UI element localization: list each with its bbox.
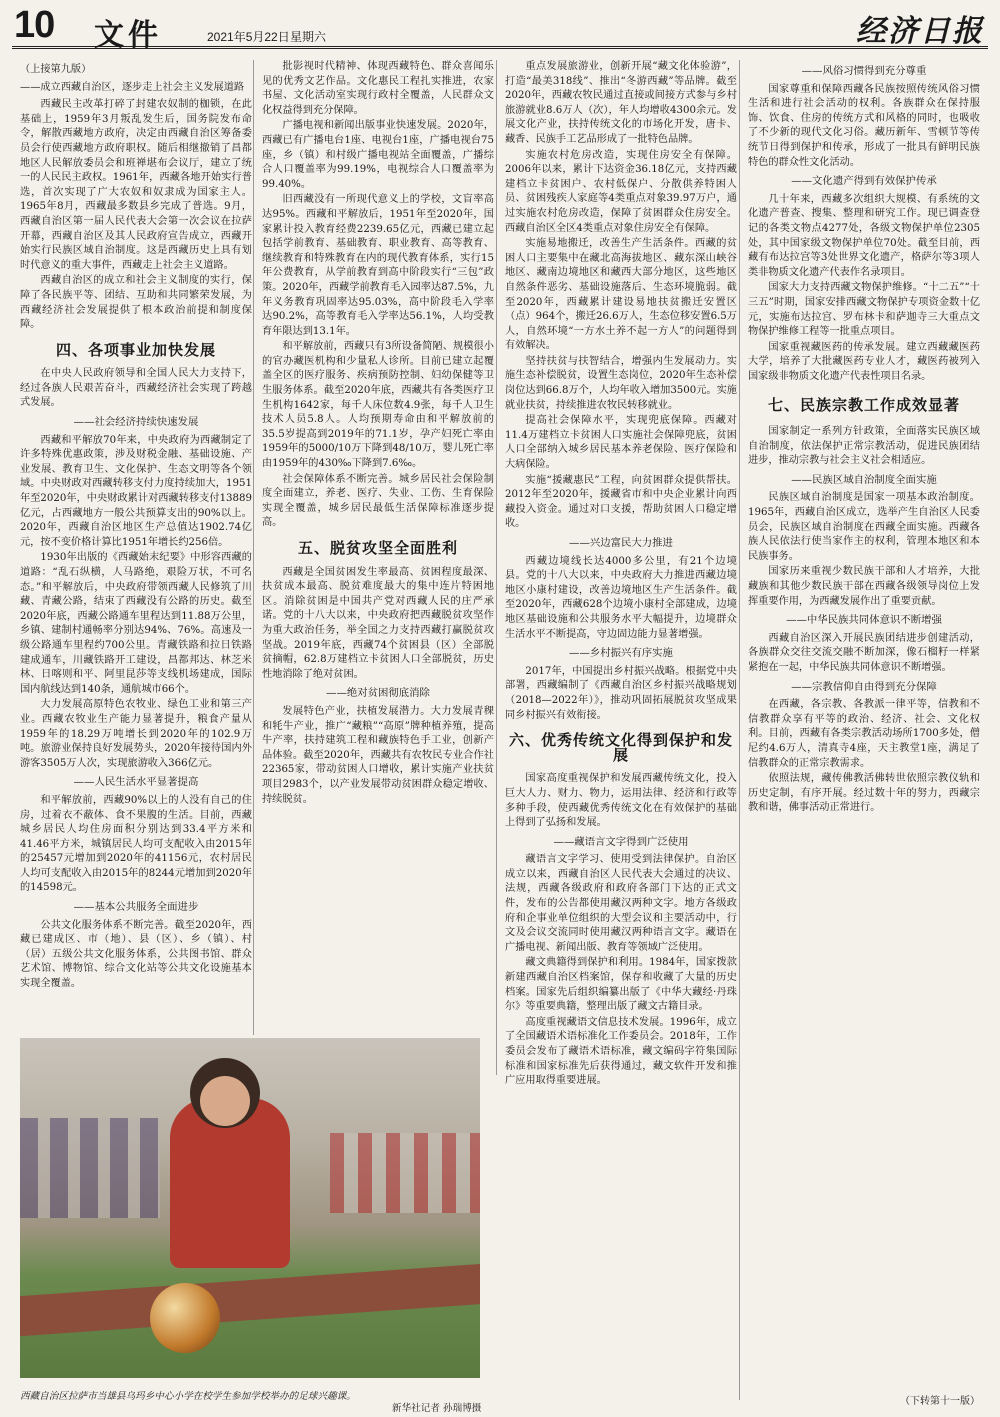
- paragraph: 实施“援藏惠民”工程，向贫困群众提供帮扶。2012年至2020年，援藏省市和中央企业累计向西藏投入资金。通过对口支援，帮助贫困人口稳定增收。: [505, 474, 737, 530]
- subheading: ——乡村振兴有序实施: [569, 647, 673, 660]
- column-divider: [253, 60, 254, 1035]
- paragraph: 在中央人民政府领导和全国人民大力支持下，经过各族人民艰苦奋斗，西藏经济社会实现了跨越式发展。: [20, 368, 252, 409]
- subheading: ——基本公共服务全面进步: [73, 901, 199, 914]
- subheading: ——宗教信仰自由得到充分保障: [791, 680, 937, 693]
- paragraph: 几十年来，西藏多次组织大规模、有系统的文化遗产普查、搜集、整理和研究工作。现已调查登记的各类文物点4277处，各级文物保护单位2305处，其中国家级文物保护单位70处。截至目前，西藏有布达拉宫等3处世界文化遗产，格萨尔等3项人类非物质文化遗产代表作名录项目。: [748, 193, 980, 278]
- photo-credit: 新华社记者 孙瑞博摄: [392, 1403, 482, 1414]
- subheading: ——藏语言文字得到广泛使用: [553, 835, 689, 848]
- paragraph: 国家制定一系列方针政策，全面落实民族区域自治制度，依法保护正常宗教活动，促进民族团结进步，推动宗教与社会主义社会相适应。: [748, 426, 980, 467]
- article-column-1: [20, 60, 252, 1035]
- paragraph: 发展特色产业，扶植发展潜力。大力发展青稞和牦牛产业，推广“藏粮”“高原”牌种植养殖，提高牛产率，扶持建筑工程和藏族特色手工业，创新产品体验。截至2020年，西藏共有农牧民专业合作社22365家，带动贫困人口增收，累计实施产业扶贫项目2983个，以产业发展带动贫困群众稳定增收、持续脱贫。: [262, 705, 494, 805]
- subheading: ——成立西藏自治区，逐步走上社会主义发展道路: [20, 81, 245, 93]
- paragraph: 西藏边境线长达4000多公里，有21个边境县。党的十八大以来，中央政府大力推进西藏边境地区小康村建设，改善边境地区生产生活条件。截至2020年，西藏628个边境小康村全部建成，边境地区基础设施和公共服务水平大幅提升，边境群众生活水平不断提高，守边固边能力显著增强。: [505, 555, 737, 640]
- news-photo: [20, 1038, 480, 1378]
- paragraph: 西藏民主改革打碎了封建农奴制的枷锁，在此基础上，1959年3月叛乱发生后，国务院发布命令，解散西藏地方政府，决定由西藏自治区筹备委员会行使西藏地方政府职权。随后相继撤销了昌都地区人民解放委员会和班禅堪布会议厅，建立了统一的人民民主政权。1961年，西藏各地开始实行普选，首次实现了广大农奴和奴隶成为国家主人。1965年8月，西藏最多数县乡完成了普选。9月，西藏自治区第一届人民代表大会第一次会议在拉萨开幕，西藏自治区及其人民政府宣告成立，西藏开始实行民族区域自治制度。这是西藏历史上具有划时代意义的重大事件，西藏走上社会主义道路。: [20, 99, 252, 271]
- photo-background-students: [330, 1133, 480, 1213]
- newspaper-logo: 经济日报: [856, 14, 984, 49]
- paragraph: 坚持扶贫与扶智结合，增强内生发展动力。实施生态补偿脱贫，设置生态岗位，2020年生态补偿岗位达到66.8万个，人均年收入增加3500元。实施就业扶贫，持续推进农牧民转移就业。: [505, 355, 737, 411]
- subheading: ——绝对贫困彻底消除: [326, 687, 430, 700]
- paragraph: 社会保障体系不断完善。城乡居民社会保险制度全面建立，养老、医疗、失业、工伤、生育保险实现全覆盖，城乡居民最低生活保障标准逐步提高。: [262, 473, 494, 529]
- section-heading: 四、各项事业加快发展: [55, 340, 216, 359]
- section-heading: 六、优秀传统文化得到保护和发展: [508, 731, 733, 764]
- paragraph: 国家高度重视保护和发展西藏传统文化，投入巨大人力、财力、物力，运用法律、经济和行政等多种手段，使西藏优秀传统文化在有效保护的基础上得到了弘扬和发展。: [505, 773, 737, 829]
- football-icon: [150, 1283, 220, 1353]
- paragraph: 批影视时代精神、体现西藏特色、群众喜闻乐见的优秀文艺作品。文化惠民工程扎实推进，农家书屋、文化活动室实现行政村全覆盖，人民群众文化权益得到充分保障。: [262, 61, 494, 116]
- photo-background-students: [20, 1118, 160, 1218]
- continued-label: （下转第十一版）: [900, 1396, 980, 1407]
- paragraph: 和平解放前，西藏只有3所设备简陋、规模很小的官办藏医机构和少量私人诊所。目前已建立起覆盖全区的医疗服务、疾病预防控制、妇幼保健等卫生服务体系。截至2020年底，西藏共有各类医疗卫生机构1642家，每千人床位数4.9张，每千人卫生技术人员5.8人。人均预期寿命由和平解放前的35.5岁提高到2019年的71.1岁，孕产妇死亡率由1959年的5000/10万下降到48/10万，婴儿死亡率由1959年的430‰下降到7.6‰。: [262, 341, 494, 470]
- paragraph: 实施农村危房改造，实现住房安全有保障。2006年以来，累计下达资金36.18亿元，支持西藏建档立卡贫困户、农村低保户、分散供养特困人员、贫困残疾人家庭等4类重点对象39.97万户，通过实施农村危房改造，保障了贫困群众住房安全。西藏自治区全区4类重点对象住房安全有保障。: [505, 149, 737, 234]
- issue-weekday: 星期六: [290, 30, 327, 44]
- section-title: 文件: [94, 18, 162, 53]
- paragraph: 广播电视和新闻出版事业快速发展。2020年，西藏已有广播电台1座、电视台1座，广播电视台75座，乡（镇）和村级广播电视站全面覆盖，广播综合人口覆盖率为99.19%，电视综合人口覆盖率为99.40%。: [262, 120, 494, 190]
- paragraph: 国家重视藏医药的传承发展。建立西藏藏医药大学，培养了大批藏医药专业人才，藏医药被列入国家级非物质文化遗产代表性项目名录。: [748, 341, 980, 382]
- subheading: ——中华民族共同体意识不断增强: [786, 614, 942, 627]
- paragraph: 1930年出版的《西藏始末纪要》中形容西藏的道路：“乱石纵横，人马路绝，艰险万状，不可名态。”和平解放后，中央政府带领西藏人民修筑了川藏、青藏公路，结束了西藏没有公路的历史。截至2020年底，西藏公路通车里程达到11.88万公里，乡镇、建制村通畅率分别达94%、76%。高速及一级公路通车里程约700公里。青藏铁路和拉日铁路建成通车，川藏铁路开工建设，昌都邦达、林芝米林、日喀则和平、阿里昆莎等支线机场建成，国际国内航线达到140条，通航城市66个。: [20, 552, 252, 695]
- paragraph: 国家大力支持西藏文物保护维修。“十二五”“十三五”时期，国家安排西藏文物保护专项资金数十亿元，实施布达拉宫、罗布林卡和萨迦寺三大重点文物保护维修工程等一批重点项目。: [748, 282, 980, 338]
- article-column-4: [748, 60, 980, 1400]
- paragraph: 2017年，中国提出乡村振兴战略。根据党中央部署，西藏编制了《西藏自治区乡村振兴战略规划（2018—2022年）》，推动巩固拓展脱贫攻坚成果同乡村振兴有效衔接。: [505, 665, 737, 721]
- paragraph: 旧西藏没有一所现代意义上的学校，文盲率高达95%。西藏和平解放后，1951年至2020年，国家累计投入教育经费2239.65亿元，西藏已建立起包括学前教育、基础教育、职业教育、高等教育、继续教育和特殊教育在内的现代教育体系，实行15年公费教育，从学前教育到高中阶段实行“三包”政策。2020年，西藏学前教育毛入园率达87.5%，九年义务教育巩固率达95.03%，高中阶段毛入学率达90.2%，高等教育毛入学率达56.1%，人均受教育年限达到13.1年。: [262, 194, 494, 337]
- photo-girl-face: [200, 1076, 250, 1126]
- subheading: ——民族区域自治制度全面实施: [791, 473, 937, 486]
- paragraph: 藏语言文字学习、使用受到法律保护。自治区成立以来，西藏自治区人民代表大会通过的决议、法规，西藏各级政府和政府各部门下达的正式文件，发布的公告都使用藏汉两种文字。地方各级政府和企事业单位组织的大型会议和主要活动中，行文及会议交流同时使用藏汉两种语言文字。藏语在广播电视、新闻出版、教育等领域广泛使用。: [505, 854, 737, 953]
- paragraph: 西藏自治区深入开展民族团结进步创建活动，各族群众交往交流交融不断加深，像石榴籽一样紧紧抱在一起，中华民族共同体意识不断增强。: [748, 632, 980, 673]
- paragraph: 西藏自治区的成立和社会主义制度的实行，保障了各民族平等、团结、互助和共同繁荣发展，为西藏经济社会发展提供了根本政治前提和制度保障。: [20, 275, 252, 331]
- subheading: ——人民生活水平显著提高: [73, 776, 199, 789]
- section-heading: 七、民族宗教工作成效显著: [767, 396, 960, 415]
- masthead: [12, 4, 988, 53]
- paragraph: 藏文典籍得到保护和利用。1984年，国家拨款新建西藏自治区档案馆，保存和收藏了大量的历史档案。国家先后组织编纂出版了《中华大藏经·丹珠尔》等重要典籍，整理出版了藏文古籍目录。: [505, 957, 737, 1013]
- paragraph: 重点发展旅游业，创新开展“藏文化体验游”，打造“最美318线”、推出“冬游西藏”等品牌。截至2020年，西藏农牧民通过直接或间接方式参与乡村旅游就业8.6万人（次），年人均增收4300余元。发展文化产业，扶持传统文化的市场化开发，唐卡、藏香、民族手工艺品形成了一批特色品牌。: [505, 61, 737, 145]
- paragraph: 依照法规，藏传佛教活佛转世依照宗教仪轨和历史定制，有序开展。经过数十年的努力，西藏宗教和谐，佛事活动正常进行。: [748, 773, 980, 814]
- paragraph: 高度重视藏语文信息技术发展。1996年，成立了全国藏语术语标准化工作委员会。2018年，工作委员会发布了藏语术语标准，藏文编码字符集国际标准和国家标准先后获得通过，藏文软件开发和推广应用取得重要进展。: [505, 1016, 737, 1087]
- paragraph: 国家尊重和保障西藏各民族按照传统风俗习惯生活和进行社会活动的权利。各族群众在保持服饰、饮食、住房的传统方式和风格的同时，也吸收了不少新的现代文化习俗。藏历新年、雪顿节等传统节日得到保护和传承，形成了一批具有鲜明民族特色的群众性文化活动。: [748, 83, 980, 168]
- subheading: ——风俗习惯得到充分尊重: [801, 65, 927, 77]
- paragraph: 在西藏，各宗教、各教派一律平等，信教和不信教群众享有平等的政治、经济、社会、文化权利。目前，西藏有各类宗教活动场所1700多处，僧尼约4.6万人，清真寺4座，天主教堂1座，满足了信教群众的正常宗教需求。: [748, 699, 980, 769]
- paragraph: 西藏和平解放70年来，中央政府为西藏制定了许多特殊优惠政策，涉及财税金融、基础设施、产业发展、教育卫生、文化保护、生态文明等各个领域。中央财政对西藏转移支付力度持续加大，1951年至2020年，中央财政累计对西藏转移支付13889亿元，占西藏地方一般公共预算支出的90%以上。2020年，西藏自治区地区生产总值达1902.74亿元，按不变价格计算比1951年增长约256倍。: [20, 434, 252, 548]
- article-column-2: [262, 60, 494, 1075]
- paragraph: 民族区域自治制度是国家一项基本政治制度。1965年，西藏自治区成立，选举产生自治区人民委员会，民族区域自治制度在西藏全面实施。西藏各族人民依法行使当家作主的权利，管理本地区和本民族事务。: [748, 492, 980, 562]
- paragraph: 公共文化服务体系不断完善。截至2020年，西藏已建成区、市（地）、县（区）、乡（镇）、村（居）五级公共文化服务体系，公共图书馆、群众艺术馆、博物馆、综合文化站等公共文化设施基本实现全覆盖。: [20, 919, 252, 990]
- continued-from-label: （上接第九版）: [20, 64, 92, 75]
- paragraph: 和平解放前，西藏90%以上的人没有自己的住房，过着衣不蔽体、食不果腹的生活。目前，西藏城乡居民人均住房面积分别达到33.4平方米和41.46平方米，城镇居民人均可支配收入由2015年的25457元增加到2020年的41156元，农村居民人均可支配收入由2015年的8244元增加到2020年的14598元。: [20, 794, 252, 894]
- column-divider: [496, 60, 497, 1075]
- page-number: 10: [14, 4, 55, 46]
- subheading: ——兴边富民大力推进: [569, 537, 673, 549]
- issue-date: 2021年5月22日: [207, 30, 290, 44]
- column-divider: [739, 60, 740, 1400]
- paragraph: 提高社会保障水平，实现兜底保障。西藏对11.4万建档立卡贫困人口实施社会保障兜底，贫困人口全部纳入城乡居民基本养老保险、医疗保险和大病保险。: [505, 415, 737, 471]
- article-column-3: [505, 60, 737, 1400]
- paragraph: 西藏是全国贫困发生率最高、贫困程度最深、扶贫成本最高、脱贫难度最大的集中连片特困地区。消除贫困是中国共产党对西藏人民的庄严承诺。党的十八大以来，中央政府把西藏脱贫攻坚作为重大政治任务，举全国之力支持西藏打赢脱贫攻坚战。2019年底，西藏74个贫困县（区）全部脱贫摘帽，62.8万建档立卡贫困人口全部脱贫，历史性地消除了绝对贫困。: [262, 566, 494, 680]
- photo-caption: 西藏自治区拉萨市当雄县乌玛乡中心小学在校学生参加学校举办的足球兴趣课。: [20, 1391, 356, 1402]
- paragraph: 国家历来重视少数民族干部和人才培养，大批藏族和其他少数民族干部在西藏各级领导岗位上发挥重要作用，为西藏发展作出了重要贡献。: [748, 566, 980, 607]
- subheading: ——社会经济持续快速发展: [73, 416, 199, 429]
- paragraph: 实施易地搬迁，改善生产生活条件。西藏的贫困人口主要集中在藏北高海拔地区、藏东深山峡谷地区、藏南边境地区和藏西大部分地区，这些地区自然条件恶劣、基础设施落后、生态环境脆弱。截至2020年，西藏累计建设易地扶贫搬迁安置区（点）964个，搬迁26.6万人，生态位移安置6.5万人，自然环境“一方水土养不起一方人”的问题得到有效解决。: [505, 238, 737, 352]
- section-heading: 五、脱贫攻坚全面胜利: [297, 539, 458, 557]
- photo-running-track: [20, 1257, 480, 1339]
- subheading: ——文化遗产得到有效保护传承: [791, 175, 937, 188]
- paragraph: 大力发展高原特色农牧业、绿色工业和第三产业。西藏农牧业生产能力显著提升，粮食产量从1959年的18.29万吨增长到2020年的102.9万吨。旅游业保持良好发展势头，2020年接待国内外游客3505万人次，实现旅游收入366亿元。: [20, 699, 252, 769]
